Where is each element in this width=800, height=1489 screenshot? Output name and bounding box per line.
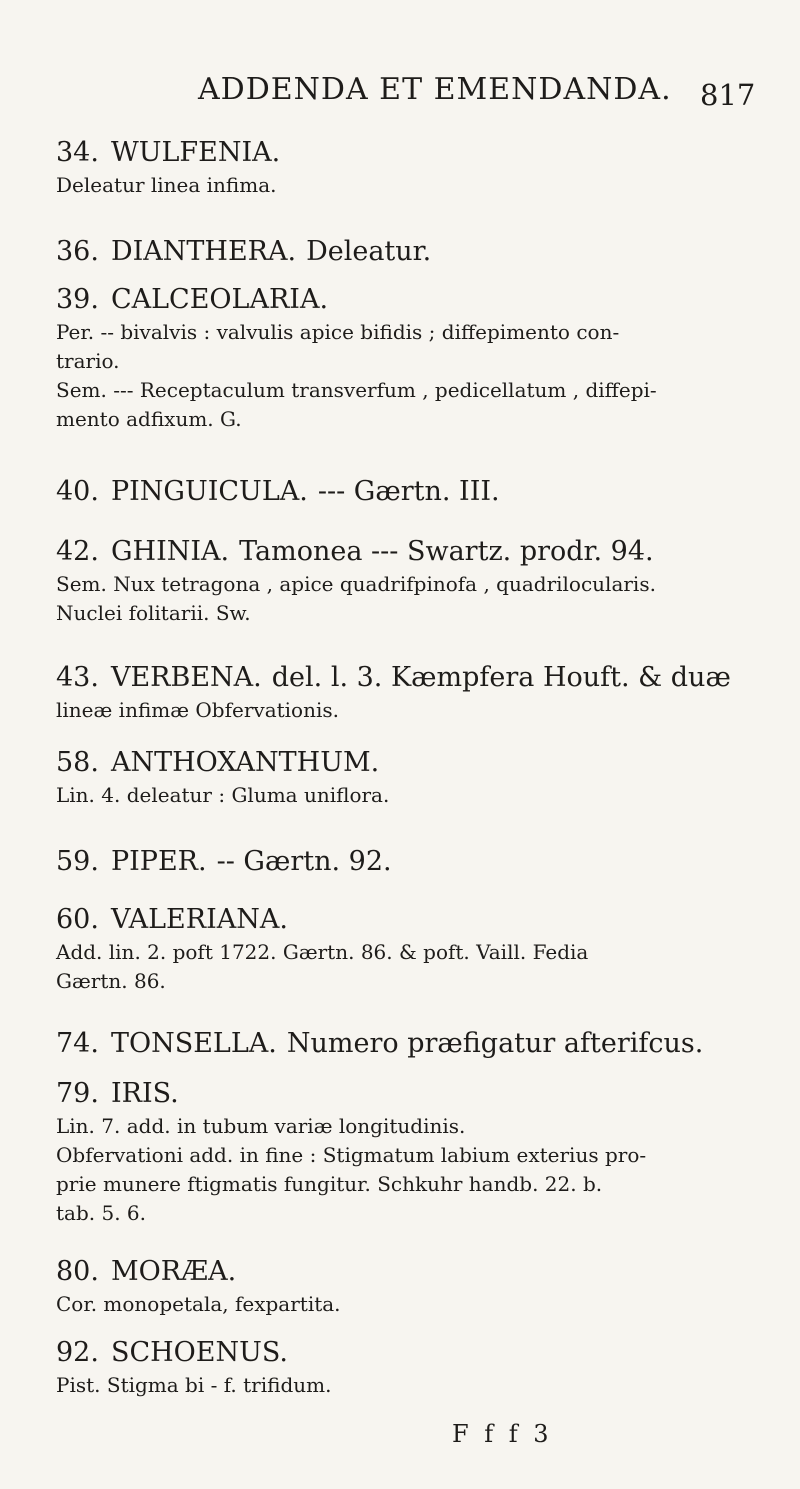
signature-mark: F f f 3 xyxy=(452,1420,553,1448)
entry-heading xyxy=(56,1026,756,1062)
entry-text-line: mento adfixum. G. xyxy=(56,407,242,431)
entry xyxy=(56,474,756,510)
entry xyxy=(56,1335,756,1400)
entry xyxy=(56,282,756,434)
entry-headword: TONSELLA. xyxy=(110,1028,277,1059)
entry-headword: DIANTHERA. xyxy=(110,236,297,267)
entry-heading xyxy=(56,474,756,510)
entry-headword: CALCEOLARIA. xyxy=(110,284,329,315)
entry-text-line: Per. -- bivalvis : valvulis apice bifidis ; diffepimento con- xyxy=(56,320,620,344)
entry-note: Tamonea --- Swartz. prodr. 94. xyxy=(239,536,654,567)
entry-headword: PINGUICULA. xyxy=(110,476,308,507)
entry-number: 39. xyxy=(56,284,99,315)
entry-text-line: lineæ infimæ Obfervationis. xyxy=(56,698,339,722)
entry-text-line: Gærtn. 86. xyxy=(56,969,166,993)
entry-note: Deleatur. xyxy=(306,236,432,267)
entry-text-line: Sem. Nux tetragona , apice quadrifpinofa , quadrilocularis. xyxy=(56,572,656,596)
entry-text-line: Lin. 4. deleatur : Gluma uniflora. xyxy=(56,783,390,807)
entry-text-line: Sem. --- Receptaculum transverfum , pedicellatum , diffepi- xyxy=(56,378,657,402)
entry-number: 92. xyxy=(56,1337,99,1368)
entry-heading xyxy=(56,534,756,570)
entry-text-line: Deleatur linea infima. xyxy=(56,173,277,197)
entry-number: 79. xyxy=(56,1078,99,1109)
entry-note: -- Gærtn. 92. xyxy=(216,846,392,877)
entry-heading xyxy=(56,902,756,938)
entry-heading xyxy=(56,282,756,318)
entry-headword: SCHOENUS. xyxy=(110,1337,288,1368)
entry-text-line: Lin. 7. add. in tubum variæ longitudinis. xyxy=(56,1114,466,1138)
entry-text-line: prie munere ftigmatis fungitur. Schkuhr handb. 22. b. xyxy=(56,1172,603,1196)
entry-number: 40. xyxy=(56,476,99,507)
entry xyxy=(56,660,756,725)
entry-headword: IRIS. xyxy=(110,1078,179,1109)
entry-number: 43. xyxy=(56,662,99,693)
entry-note: --- Gærtn. III. xyxy=(317,476,500,507)
entry-text-line: Obfervationi add. in fine : Stigmatum labium exterius pro- xyxy=(56,1143,647,1167)
entry-text-line: trario. xyxy=(56,349,120,373)
entry-number: 36. xyxy=(56,236,99,267)
entry-heading xyxy=(56,1254,756,1290)
entry-note: del. l. 3. Kæmpfera Houft. & duæ xyxy=(271,662,731,693)
entry-headword: VERBENA. xyxy=(110,662,262,693)
entry xyxy=(56,902,756,996)
page-number: 817 xyxy=(700,78,756,112)
entry-heading xyxy=(56,660,756,696)
entry xyxy=(56,135,756,200)
entry-text-line: Add. lin. 2. poft 1722. Gærtn. 86. & poft. Vaill. Fedia xyxy=(56,940,589,964)
entry xyxy=(56,1026,756,1062)
entry-text-line: Pist. Stigma bi - f. trifidum. xyxy=(56,1373,332,1397)
entry-heading xyxy=(56,234,756,270)
entry-number: 42. xyxy=(56,536,99,567)
entry-heading xyxy=(56,135,756,171)
entry-heading xyxy=(56,1076,756,1112)
entry-text-line: tab. 5. 6. xyxy=(56,1201,146,1225)
entry-heading xyxy=(56,1335,756,1371)
entry-number: 34. xyxy=(56,137,99,168)
entry-number: 80. xyxy=(56,1256,99,1287)
entry-heading xyxy=(56,745,756,781)
entry xyxy=(56,1254,756,1319)
entry xyxy=(56,745,756,810)
entry-headword: GHINIA. xyxy=(110,536,230,567)
entry-headword: ANTHOXANTHUM. xyxy=(110,747,380,778)
entry-headword: MORÆA. xyxy=(110,1256,237,1287)
entry xyxy=(56,1076,756,1228)
entry-heading xyxy=(56,844,756,880)
entry xyxy=(56,534,756,628)
entry-number: 74. xyxy=(56,1028,99,1059)
running-title: ADDENDA ET EMENDANDA. xyxy=(198,72,672,107)
page-header xyxy=(0,72,800,116)
entries-list xyxy=(56,135,756,1400)
entry-headword: VALERIANA. xyxy=(110,904,288,935)
entry-number: 59. xyxy=(56,846,99,877)
entry-text-line: Nuclei folitarii. Sw. xyxy=(56,601,251,625)
entry-number: 60. xyxy=(56,904,99,935)
entry-note: Numero præfigatur afterifcus. xyxy=(286,1028,704,1059)
entry xyxy=(56,844,756,880)
entry xyxy=(56,234,756,270)
entry-headword: WULFENIA. xyxy=(110,137,281,168)
entry-headword: PIPER. xyxy=(110,846,207,877)
entry-text-line: Cor. monopetala, fexpartita. xyxy=(56,1292,341,1316)
entry-number: 58. xyxy=(56,747,99,778)
